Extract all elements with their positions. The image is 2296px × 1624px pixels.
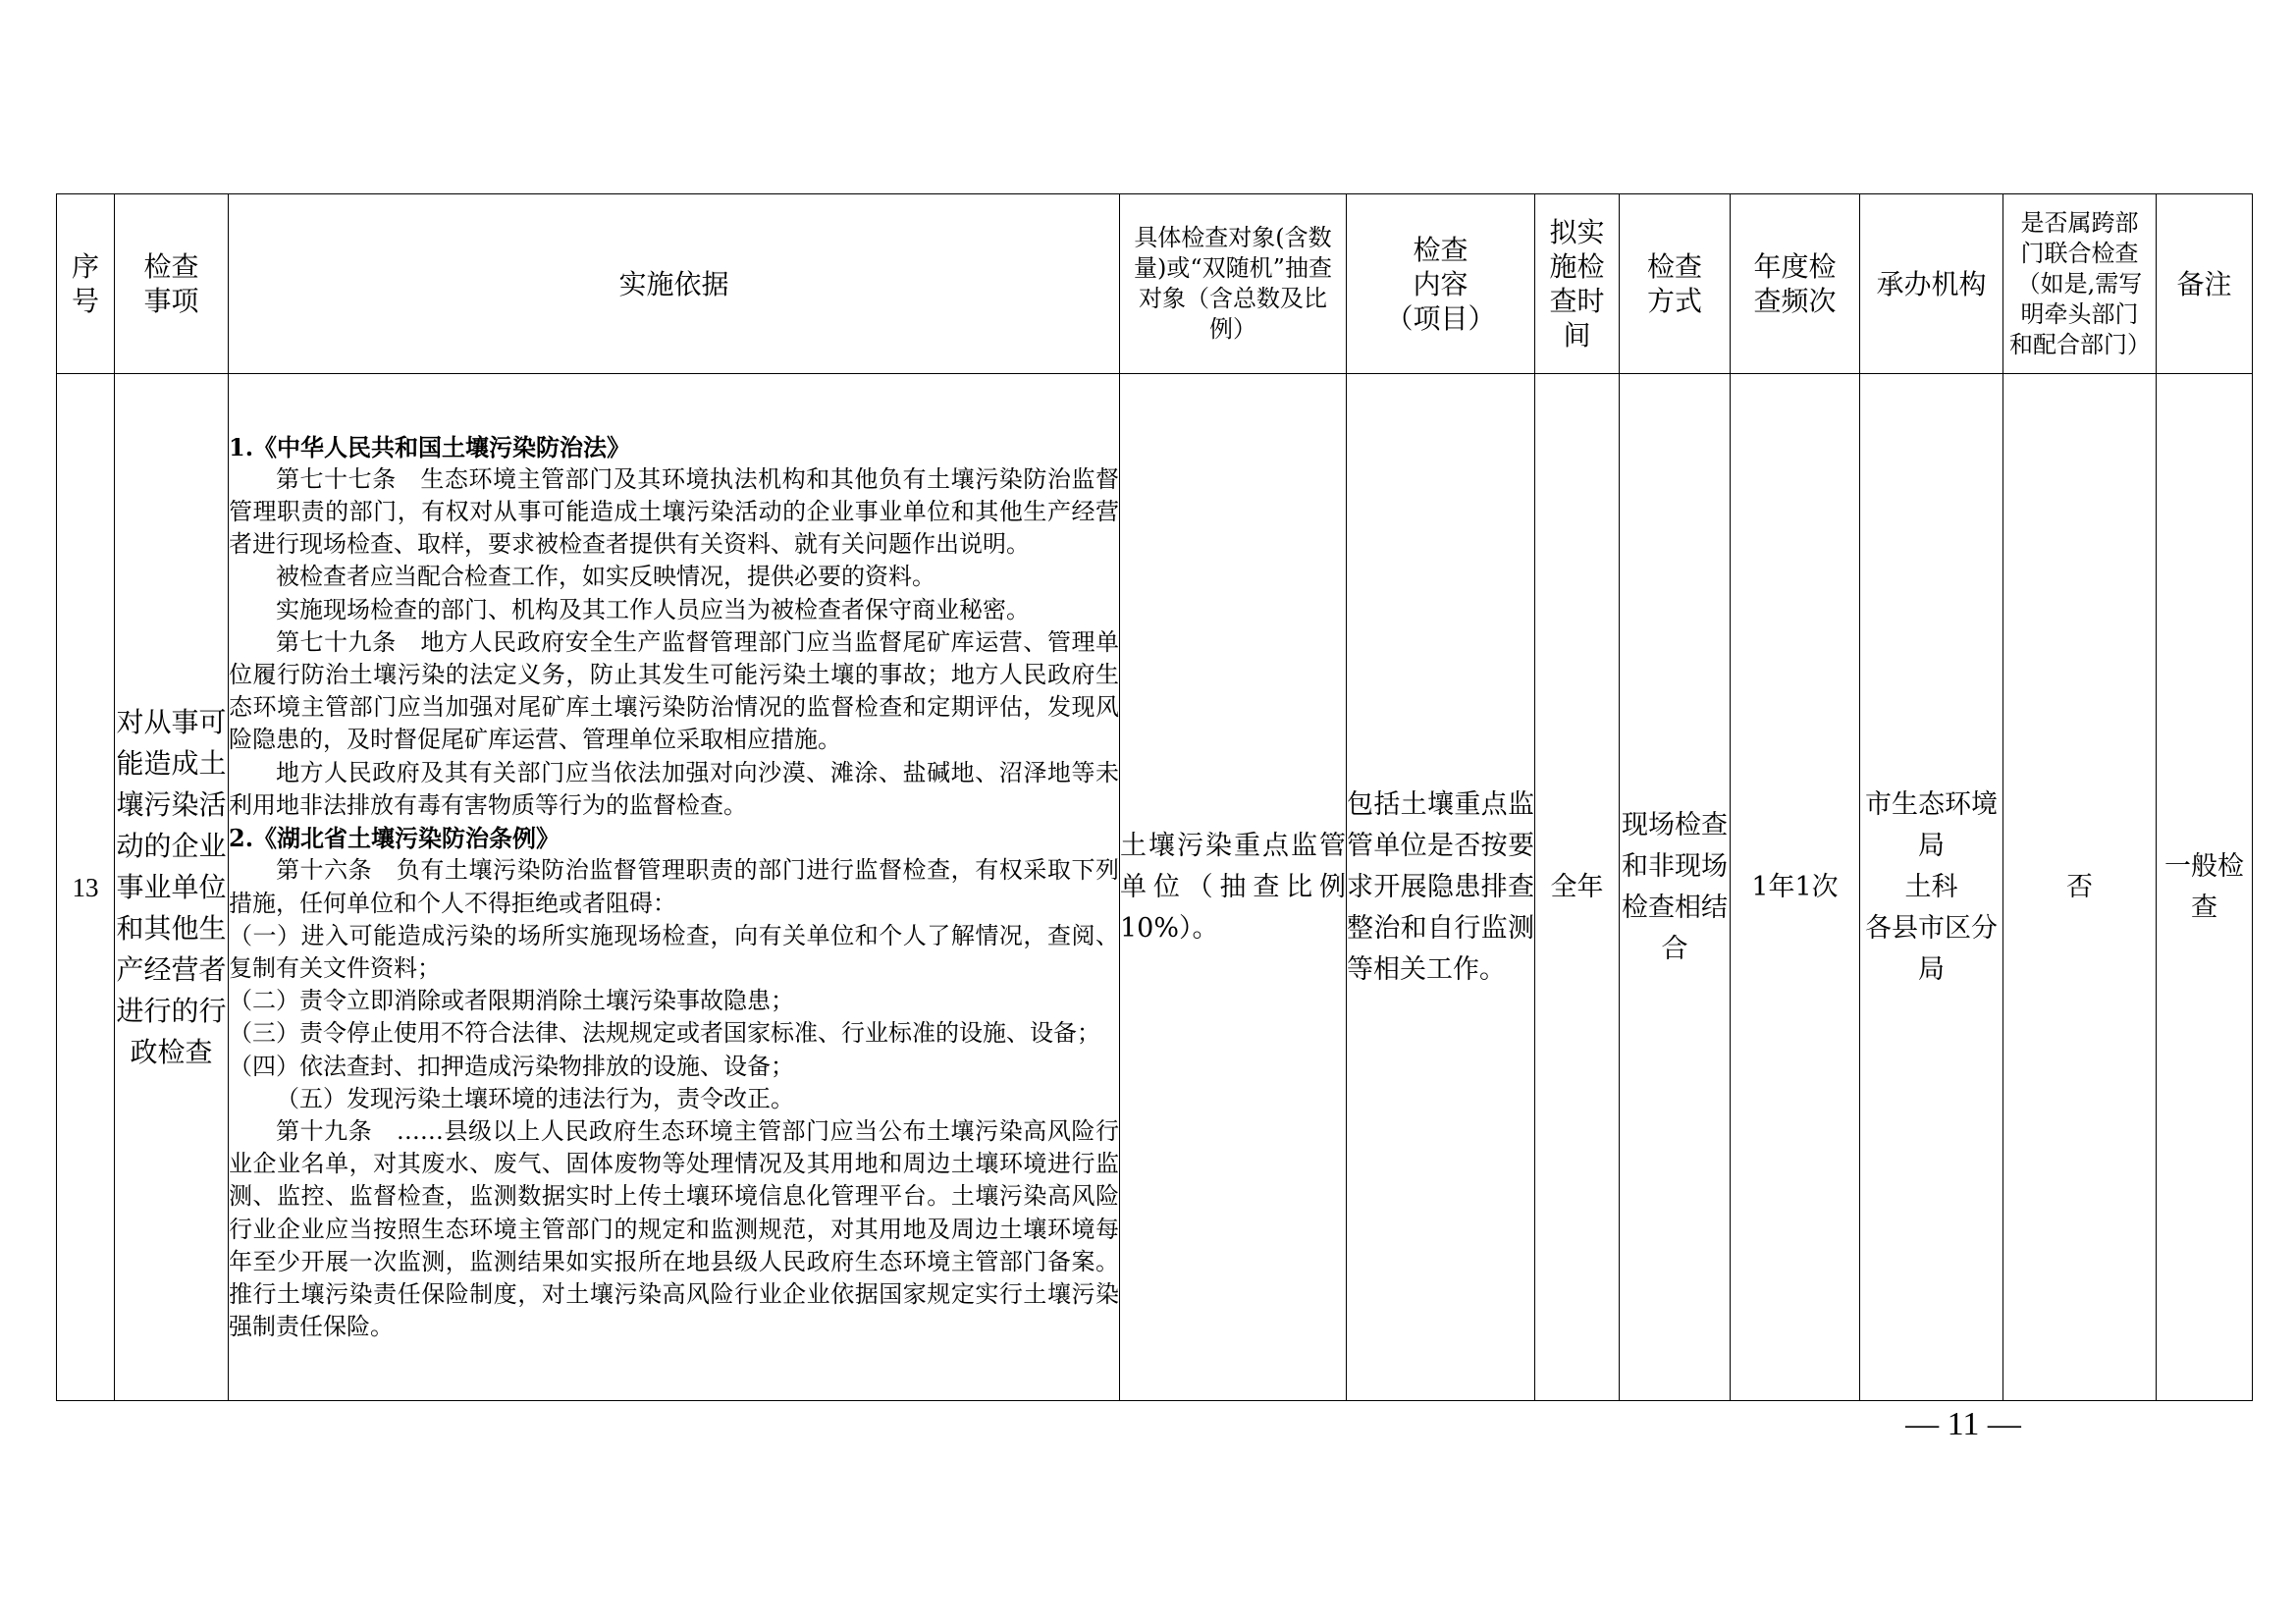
basis-paragraph: （一）进入可能造成污染的场所实施现场检查，向有关单位和个人了解情况，查阅、复制有关文件资料； xyxy=(229,921,1119,982)
inspection-table xyxy=(56,193,2253,1401)
row-method: 现场检查和非现场检查相结合 xyxy=(1620,374,1731,1401)
header-freq: 年度检 查频次 xyxy=(1731,194,1860,374)
basis-paragraph: 第十六条 负有土壤污染防治监督管理职责的部门进行监督检查，有权采取下列措施，任何单位和个人不得拒绝或者阻碍： xyxy=(229,856,1119,917)
header-row xyxy=(57,194,2253,374)
row-time: 全年 xyxy=(1535,374,1620,1401)
row-joint: 否 xyxy=(2003,374,2157,1401)
basis-paragraph: 第十九条 ……县级以上人民政府生态环境主管部门应当公布土壤污染高风险行业企业名单，对其废水、废气、固体废物等处理情况及其用地和周边土壤环境进行监测、监控、监督检查，监测数据实时上传土壤环境信息化管理平台。土壤污染高风险行业企业应当按照生态环境主管部门的规定和监测规范，对其用地及周边土壤环境每年至少开展一次监测，监测结果如实报所在地县级人民政府生态环境主管部门备案。推行土壤污染责任保险制度，对土壤污染高风险行业企业依据国家规定实行土壤污染强制责任保险。 xyxy=(229,1116,1119,1341)
header-object: 具体检查对象(含数量)或“双随机”抽查对象（含总数及比例） xyxy=(1120,194,1347,374)
row-remark: 一般检查 xyxy=(2157,374,2253,1401)
row-content: 包括土壤重点监管单位是否按要求开展隐患排查整治和自行监测等相关工作。 xyxy=(1347,374,1535,1401)
row-object: 土壤污染重点监管单位（抽查比例10%）。 xyxy=(1120,374,1347,1401)
basis-paragraph: （三）责令停止使用不符合法律、法规规定或者国家标准、行业标准的设施、设备； xyxy=(229,1019,1100,1048)
header-method: 检查 方式 xyxy=(1620,194,1731,374)
basis-paragraph: 实施现场检查的部门、机构及其工作人员应当为被检查者保守商业秘密。 xyxy=(276,595,1030,623)
table-row xyxy=(57,374,2253,1401)
basis-paragraph: 第七十九条 地方人民政府安全生产监督管理部门应当监督尾矿库运营、管理单位履行防治土壤污染的法定义务，防止其发生可能污染土壤的事故；地方人民政府生态环境主管部门应当加强对尾矿库土壤污染防治情况的监督检查和定期评估，发现风险隐患的，及时督促尾矿库运营、管理单位采取相应措施。 xyxy=(229,627,1119,754)
header-remark: 备注 xyxy=(2157,194,2253,374)
row-seq: 13 xyxy=(57,374,115,1401)
header-seq: 序 号 xyxy=(57,194,115,374)
basis-paragraph: 第七十七条 生态环境主管部门及其环境执法机构和其他负有土壤污染防治监督管理职责的部门，有权对从事可能造成土壤污染活动的企业事业单位和其他生产经营者进行现场检查、取样，要求被检查者提供有关资料、就有关问题作出说明。 xyxy=(229,464,1119,559)
header-joint: 是否属跨部门联合检查（如是,需写明牵头部门和配合部门） xyxy=(2003,194,2157,374)
header-org: 承办机构 xyxy=(1860,194,2003,374)
row-item: 对从事可能造成土壤污染活动的企业事业单位和其他生产经营者进行的行政检查 xyxy=(115,374,229,1401)
header-basis: 实施依据 xyxy=(229,194,1120,374)
page-number: — 11 — xyxy=(1905,1406,2021,1442)
header-time: 拟实 施检 查时 间 xyxy=(1535,194,1620,374)
basis-law-title: 1.《中华人民共和国土壤污染防治法》 xyxy=(229,432,631,461)
header-content: 检查 内容 （项目） xyxy=(1347,194,1535,374)
basis-paragraph: （五）发现污染土壤环境的违法行为，责令改正。 xyxy=(276,1084,794,1112)
basis-law-title: 2.《湖北省土壤污染防治条例》 xyxy=(229,824,561,853)
row-org: 市生态环境局 土科 各县市区分局 xyxy=(1860,374,2003,1401)
basis-paragraph: 被检查者应当配合检查工作，如实反映情况，提供必要的资料。 xyxy=(276,563,935,591)
basis-paragraph: （二）责令立即消除或者限期消除土壤污染事故隐患； xyxy=(229,987,794,1015)
row-freq: 1年1次 xyxy=(1731,374,1860,1401)
basis-paragraph: （四）依法查封、扣押造成污染物排放的设施、设备； xyxy=(229,1052,794,1080)
basis-paragraph: 地方人民政府及其有关部门应当依法加强对向沙漠、滩涂、盐碱地、沼泽地等未利用地非法排放有毒有害物质等行为的监督检查。 xyxy=(229,758,1119,819)
header-item: 检查 事项 xyxy=(115,194,229,374)
row-basis xyxy=(229,374,1120,1401)
